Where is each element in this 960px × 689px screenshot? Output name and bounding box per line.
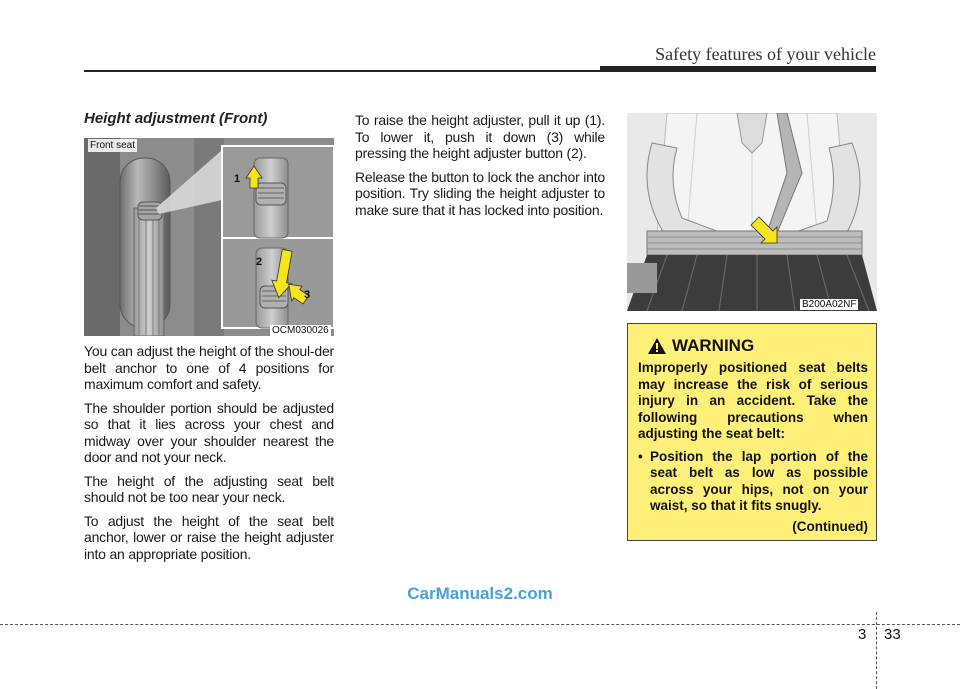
- figure-label: Front seat: [90, 140, 136, 151]
- warning-title: WARNING: [672, 336, 755, 355]
- warning-header: [648, 336, 754, 356]
- header-rule-accent: [600, 66, 876, 72]
- callout-1: 1: [234, 173, 241, 185]
- footer-divider: [876, 612, 877, 689]
- height-adjuster-illustration: [84, 138, 334, 336]
- body-column-left: [84, 343, 334, 569]
- paragraph: To raise the height adjuster, pull it up (1). To lower it, push it down (3) while pressing the height adjuster button (2).: [355, 112, 605, 161]
- paragraph: The shoulder portion should be adjusted so that it lies across your chest and midway over your shoulder nearest the door and not your neck.: [84, 399, 334, 465]
- warning-bullet-text: Position the lap portion of the seat belt as low as possible across your hips, not on your waist, so that it fits snugly.: [650, 448, 868, 513]
- paragraph: Release the button to lock the anchor into position. Try sliding the height adjuster to make sure that it has locked into position.: [355, 168, 605, 218]
- continued-label: (Continued): [792, 518, 868, 534]
- footer-rule: [0, 624, 960, 625]
- running-header: Safety features of your vehicle: [655, 44, 876, 64]
- warning-bullet: [638, 449, 868, 515]
- bullet-symbol: •: [638, 448, 643, 464]
- warning-body: [638, 360, 868, 535]
- figure-code: OCM030026: [272, 325, 329, 336]
- callout-3: 3: [304, 289, 311, 301]
- warning-box: [627, 323, 877, 541]
- figure-code: B200A02NF: [802, 299, 857, 310]
- page-number: 33: [884, 626, 901, 643]
- paragraph: The height of the adjusting seat belt should not be too near your neck.: [84, 472, 334, 505]
- lap-belt-illustration: [627, 113, 877, 311]
- warning-lead: Improperly positioned seat belts may increase the risk of serious injury in an accident. Take the following precautions when adjusting the seat belt:: [638, 360, 868, 441]
- warning-triangle-icon: [648, 338, 666, 354]
- watermark: CarManuals2.com: [407, 584, 553, 603]
- paragraph: To adjust the height of the seat belt anchor, lower or raise the height adjuster into an appropriate position.: [84, 512, 334, 562]
- paragraph: You can adjust the height of the shoul-der belt anchor to one of 4 positions for maximum comfort and safety.: [84, 343, 334, 392]
- section-heading: Height adjustment (Front): [84, 110, 268, 127]
- chapter-number: 3: [858, 626, 867, 643]
- body-column-middle: [355, 112, 605, 225]
- callout-2: 2: [256, 256, 263, 268]
